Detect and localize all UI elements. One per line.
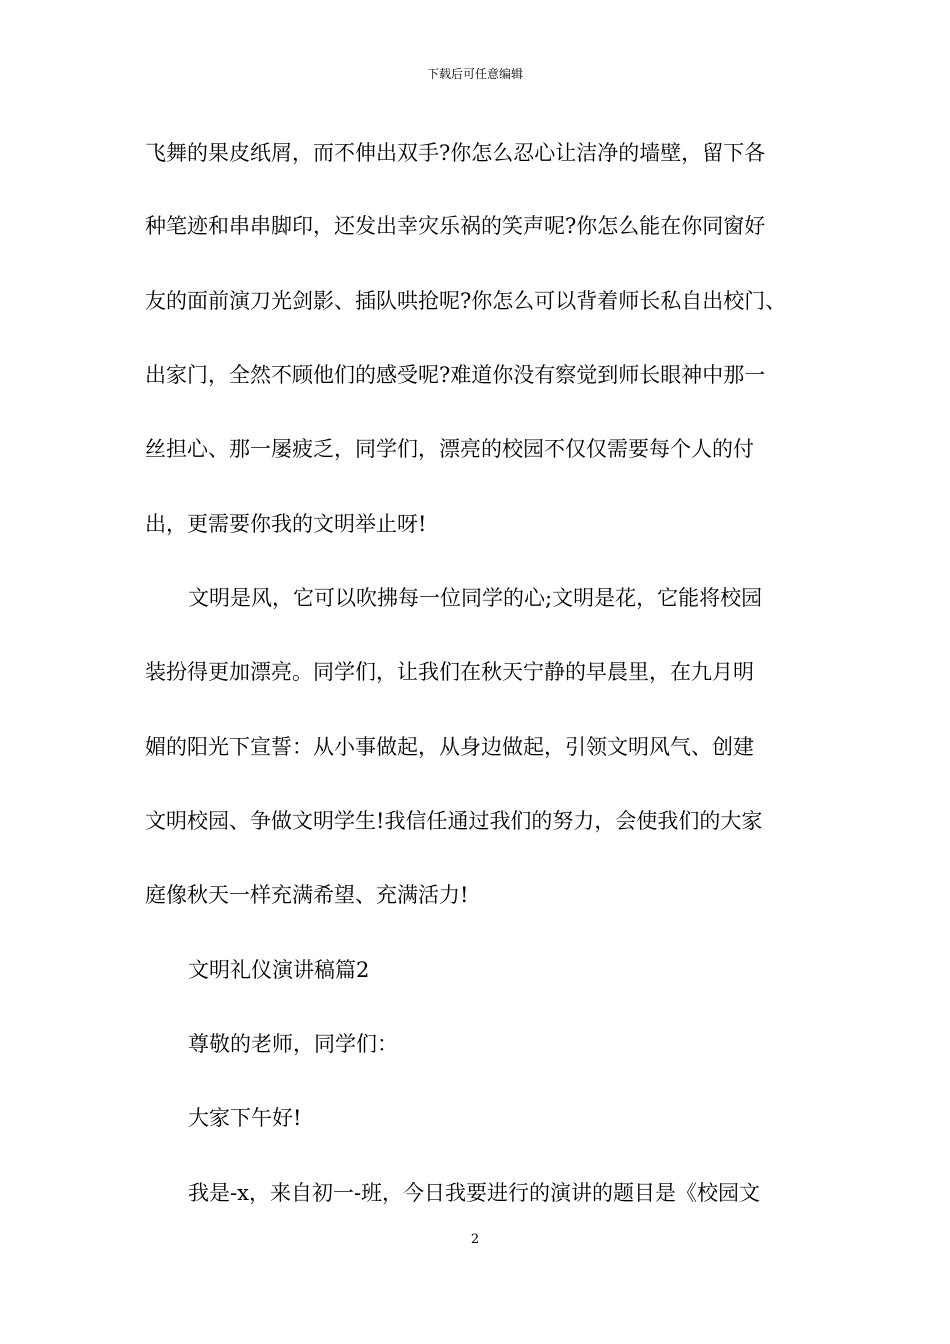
text-line: 文明是风，它可以吹拂每一位同学的心;文明是花，它能将校园 xyxy=(188,586,763,610)
page-header: 下载后可任意编辑 xyxy=(426,67,523,81)
text-line: 媚的阳光下宣誓：从小事做起，从身边做起，引领文明风气、创建 xyxy=(145,735,754,759)
text-line: 装扮得更加漂亮。同学们，让我们在秋天宁静的早晨里，在九月明 xyxy=(145,660,754,684)
greeting: 大家下午好! xyxy=(188,1106,302,1130)
text-line: 我是-x，来自初一-班，今日我要进行的演讲的题目是《校园文 xyxy=(188,1181,761,1205)
text-line: 丝担心、那一屡疲乏，同学们，漂亮的校园不仅仅需要每个人的付 xyxy=(145,437,754,461)
page-number: 2 xyxy=(470,1232,480,1247)
section-heading: 文明礼仪演讲稿篇2 xyxy=(188,958,370,982)
text-line: 友的面前演刀光剑影、插队哄抢呢?你怎么可以背着师长私自出校门、 xyxy=(145,289,787,313)
text-line: 庭像秋天一样充满希望、充满活力! xyxy=(145,883,469,907)
text-line: 出家门，全然不顾他们的感受呢?难道你没有察觉到师长眼神中那一 xyxy=(145,363,766,387)
text-line: 飞舞的果皮纸屑，而不伸出双手?你怎么忍心让洁净的墙壁，留下各 xyxy=(145,141,766,165)
text-line: 种笔迹和串串脚印，还发出幸灾乐祸的笑声呢?你怎么能在你同窗好 xyxy=(145,214,766,238)
salutation: 尊敬的老师，同学们： xyxy=(188,1032,398,1056)
text-line: 文明校园、争做文明学生!我信任通过我们的努力，会使我们的大家 xyxy=(145,809,763,833)
text-line: 出，更需要你我的文明举止呀! xyxy=(145,512,427,536)
